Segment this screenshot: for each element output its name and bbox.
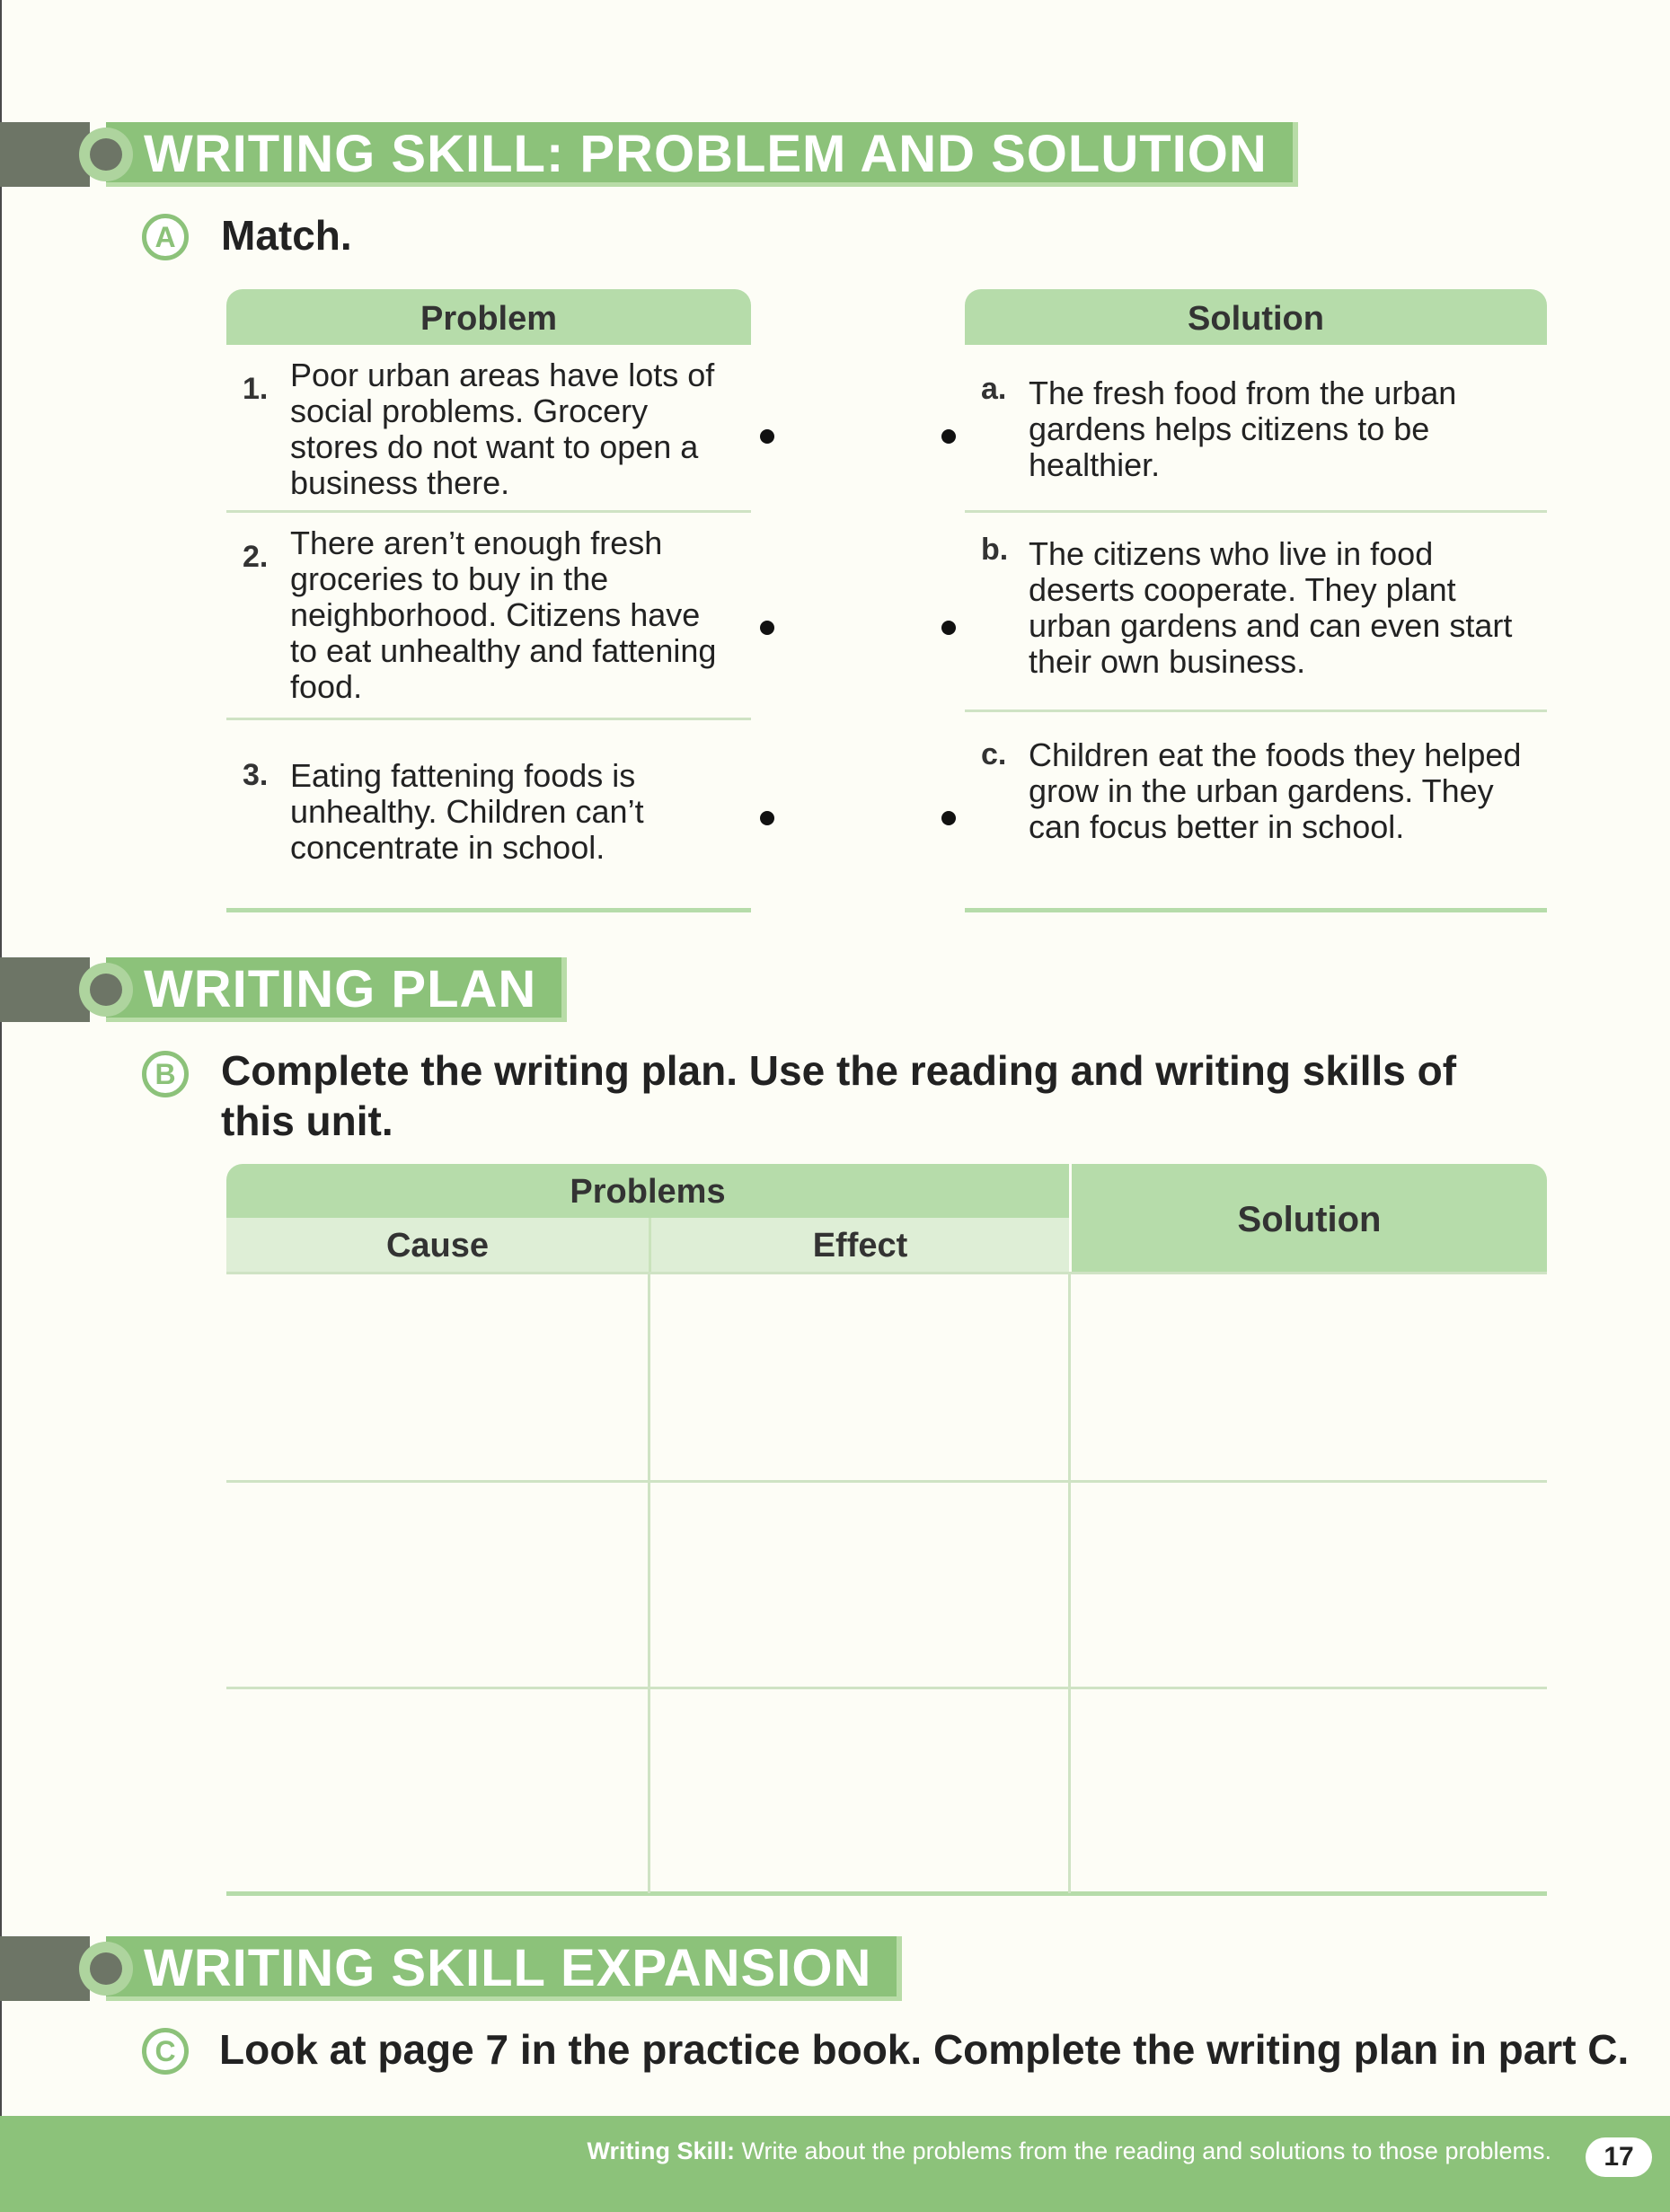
section-title: WRITING PLAN	[106, 957, 567, 1022]
cause-header: Cause	[226, 1218, 649, 1272]
solution-cell[interactable]	[1071, 1689, 1547, 1891]
match-dot-problem-2[interactable]	[760, 621, 774, 635]
page-number: 17	[1586, 2137, 1652, 2177]
effect-header: Effect	[649, 1218, 1069, 1272]
solution-column-header: Solution	[965, 289, 1547, 345]
solution-cell[interactable]	[1071, 1483, 1547, 1687]
exercise-letter-a: A	[142, 214, 189, 260]
problem-number: 2.	[243, 540, 269, 574]
section-header-writing-plan	[0, 957, 537, 1022]
solution-cell[interactable]	[1071, 1274, 1547, 1480]
solution-row	[965, 712, 1547, 912]
section-title: WRITING SKILL EXPANSION	[106, 1936, 902, 2001]
solution-row	[965, 513, 1547, 712]
problem-column-header: Problem	[226, 289, 751, 345]
problem-number: 1.	[243, 372, 269, 406]
effect-cell[interactable]	[650, 1689, 1068, 1891]
problem-row	[226, 720, 751, 912]
bullet-circle-icon	[79, 963, 133, 1017]
exercise-instruction: Look at page 7 in the practice book. Complete the writing plan in part C.	[219, 2026, 1630, 2073]
problems-header: Problems	[226, 1164, 1069, 1218]
effect-cell[interactable]	[650, 1483, 1068, 1687]
section-title: WRITING SKILL: PROBLEM AND SOLUTION	[106, 122, 1298, 187]
problem-text: There aren’t enough fresh groceries to buy in the neighborhood. Citizens have to eat unhealthy and fattening food.	[290, 524, 717, 705]
writing-plan-table	[226, 1164, 1547, 1897]
solution-text: Children eat the foods they helped grow in the urban gardens. They can focus better in school.	[1029, 736, 1522, 845]
exercise-instruction: Match.	[221, 212, 352, 259]
effect-cell[interactable]	[650, 1274, 1068, 1480]
match-dot-problem-3[interactable]	[760, 811, 774, 825]
table-bottom-border	[226, 1891, 1547, 1896]
match-dot-problem-1[interactable]	[760, 429, 774, 444]
problem-text: Eating fattening foods is unhealthy. Children can’t concentrate in school.	[290, 757, 644, 866]
problem-number: 3.	[243, 758, 269, 792]
solution-text: The citizens who live in food deserts cooperate. They plant urban gardens and can even start their own business.	[1029, 535, 1513, 680]
match-dot-solution-c[interactable]	[941, 811, 956, 825]
page-left-edge	[0, 0, 2, 2212]
solution-text: The fresh food from the urban gardens helps citizens to be healthier.	[1029, 375, 1457, 483]
solution-letter: c.	[981, 737, 1007, 771]
bullet-circle-icon	[79, 128, 133, 181]
match-dot-solution-b[interactable]	[941, 621, 956, 635]
page-footer	[0, 2116, 1670, 2212]
section-header-writing-skill-expansion	[0, 1936, 872, 2001]
problem-row	[226, 513, 751, 720]
solution-row	[965, 345, 1547, 513]
header-dark-bar	[0, 1936, 90, 2001]
cause-cell[interactable]	[226, 1689, 648, 1891]
bullet-circle-icon	[79, 1942, 133, 1996]
match-dot-solution-a[interactable]	[941, 429, 956, 444]
footer-text: Write about the problems from the reading and solutions to those problems.	[741, 2137, 1551, 2164]
exercise-instruction: Complete the writing plan. Use the reading and writing skills of this unit.	[221, 1047, 1457, 1144]
problem-row	[226, 345, 751, 513]
exercise-letter-b: B	[142, 1051, 189, 1097]
section-header-writing-skill	[0, 122, 1268, 187]
footer-label: Writing Skill:	[587, 2137, 735, 2164]
solution-letter: b.	[981, 533, 1009, 567]
cause-cell[interactable]	[226, 1483, 648, 1687]
header-dark-bar	[0, 122, 90, 187]
footer-note	[587, 2128, 1551, 2173]
solution-letter: a.	[981, 372, 1007, 406]
header-dark-bar	[0, 957, 90, 1022]
solution-header: Solution	[1069, 1164, 1547, 1272]
exercise-letter-c: C	[142, 2028, 189, 2075]
cause-cell[interactable]	[226, 1274, 648, 1480]
problem-text: Poor urban areas have lots of social problems. Grocery stores do not want to open a business there.	[290, 357, 715, 501]
